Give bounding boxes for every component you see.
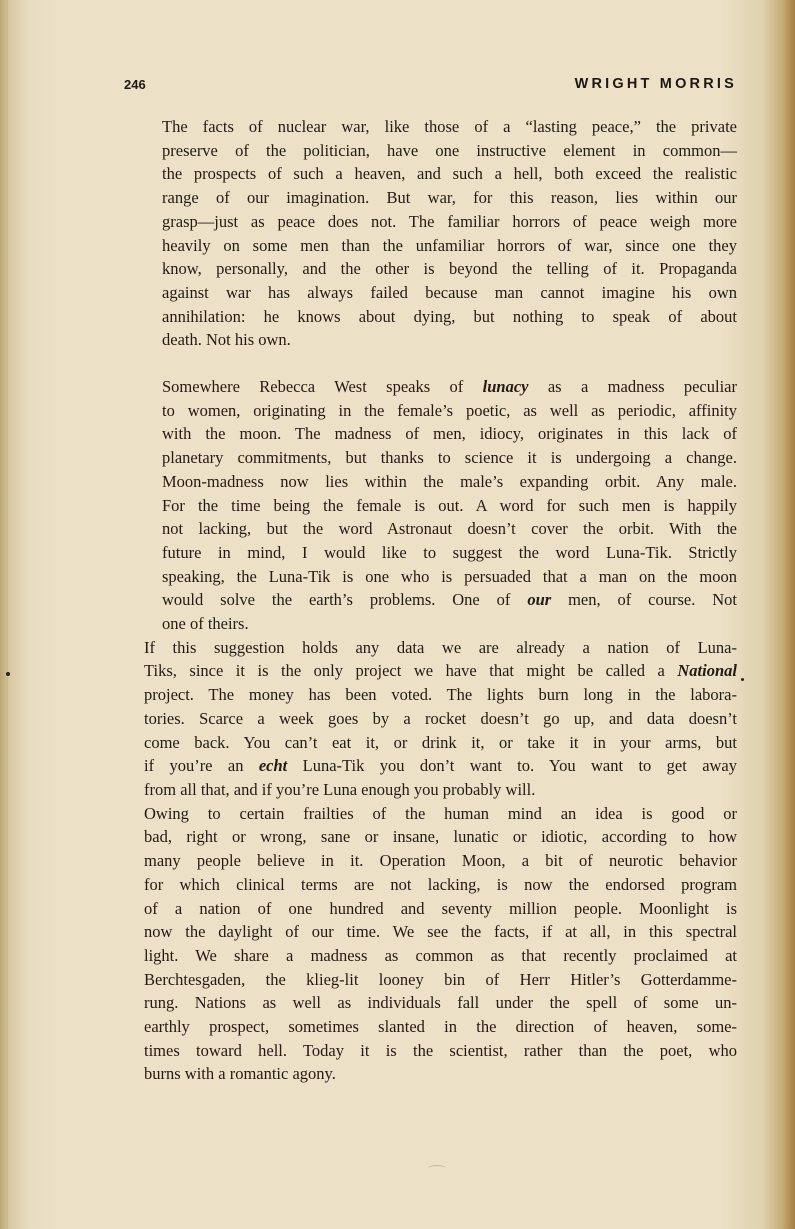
text-line: of a nation of one hundred and seventy million people. Moonlight is [144, 898, 737, 918]
italic-word: our [527, 590, 552, 610]
text-line: grasp—just as peace does not. The familiar horrors of peace weigh more [162, 211, 737, 231]
text-line: with the moon. The madness of men, idiocy, originates in this lack of [162, 424, 737, 444]
text-line: heavily on some men than the unfamiliar horrors of war, since one they [162, 235, 737, 255]
text-line: earthly prospect, sometimes slanted in the direction of heaven, some- [144, 1017, 737, 1037]
text-line: times toward hell. Today it is the scientist, rather than the poet, who [144, 1040, 737, 1060]
text-line: Tiks, since it is the only project we have that might be called a National [144, 661, 737, 681]
text-line: one of theirs. [162, 614, 249, 634]
text-line: planetary commitments, but thanks to science it is undergoing a change. [162, 448, 737, 468]
text-line: If this suggestion holds any data we are already a nation of Luna- [144, 637, 737, 657]
text-line: Owing to certain frailties of the human mind an idea is good or [144, 803, 737, 823]
page-mark [428, 1165, 446, 1172]
paragraph [124, 375, 737, 636]
text-line: annihilation: he knows about dying, but nothing to speak of about [162, 306, 737, 326]
text-line: Moon-madness now lies within the male’s expanding orbit. Any male. [162, 471, 737, 491]
page-header [124, 76, 737, 98]
text-line: tories. Scarce a week goes by a rocket doesn’t go up, and data doesn’t [144, 708, 737, 728]
text-line: the prospects of such a heaven, and such a hell, both exceed the realistic [162, 164, 737, 184]
text-line: rung. Nations as well as individuals fall under the spell of some un- [144, 993, 737, 1013]
italic-word: echt [258, 756, 288, 776]
text-line: preserve of the politician, have one instructive element in common— [162, 140, 737, 160]
page-binding-edge [6, 0, 8, 1229]
text-line: The facts of nuclear war, like those of a “lasting peace,” the private [162, 117, 737, 136]
text-line: range of our imagination. But war, for this reason, lies within our [162, 188, 737, 208]
text-line: Somewhere Rebecca West speaks of lunacy as a madness peculiar [162, 377, 737, 397]
text-line: come back. You can’t eat it, or drink it, or take it in your arms, but [144, 732, 737, 752]
text-line: burns with a romantic agony. [144, 1064, 336, 1084]
text-line: from all that, and if you’re Luna enough you probably will. [144, 779, 536, 799]
text-line: speaking, the Luna-Tik is one who is persuaded that a man on the moon [162, 566, 737, 586]
text-line: bad, right or wrong, sane or insane, lunatic or idiotic, according to how [144, 827, 737, 847]
text-line: know, personally, and the other is beyond the telling of it. Propaganda [162, 259, 737, 279]
page-speck [6, 672, 10, 676]
paragraph [124, 115, 737, 352]
text-line: many people believe in it. Operation Moon, a bit of neurotic behavior [144, 851, 737, 871]
text-line: now the daylight of our time. We see the facts, if at all, in this spectral [144, 922, 737, 942]
text-line: for which clinical terms are not lacking, is now the endorsed program [144, 874, 737, 894]
text-line: For the time being the female is out. A word for such men is happily [162, 495, 737, 515]
paragraph [124, 636, 737, 802]
text-line: would solve the earth’s problems. One of our men, of course. Not [162, 590, 738, 610]
page-number: 246 [124, 77, 146, 92]
body-text [124, 115, 737, 1086]
italic-word: National [677, 661, 737, 681]
italic-word: lunacy [482, 377, 529, 397]
running-head: WRIGHT MORRIS [574, 76, 737, 92]
text-line: light. We share a madness as common as that recently proclaimed at [144, 945, 737, 965]
text-line: if you’re an echt Luna-Tik you don’t want to. You want to get away [144, 756, 738, 776]
text-line: not lacking, but the word Astronaut doesn’t cover the orbit. With the [162, 519, 737, 539]
text-line: future in mind, I would like to suggest the word Luna-Tik. Strictly [162, 542, 737, 562]
text-line: Berchtesgaden, the klieg-lit looney bin of Herr Hitler’s Gotterdamme- [144, 969, 737, 989]
text-line: against war has always failed because man cannot imagine his own [162, 282, 737, 302]
paragraph [124, 802, 737, 1086]
text-line: to women, originating in the female’s poetic, as well as periodic, affinity [162, 400, 737, 420]
text-line: project. The money has been voted. The lights burn long in the labora- [144, 685, 737, 705]
text-line: death. Not his own. [162, 330, 291, 350]
page-speck [741, 678, 744, 681]
